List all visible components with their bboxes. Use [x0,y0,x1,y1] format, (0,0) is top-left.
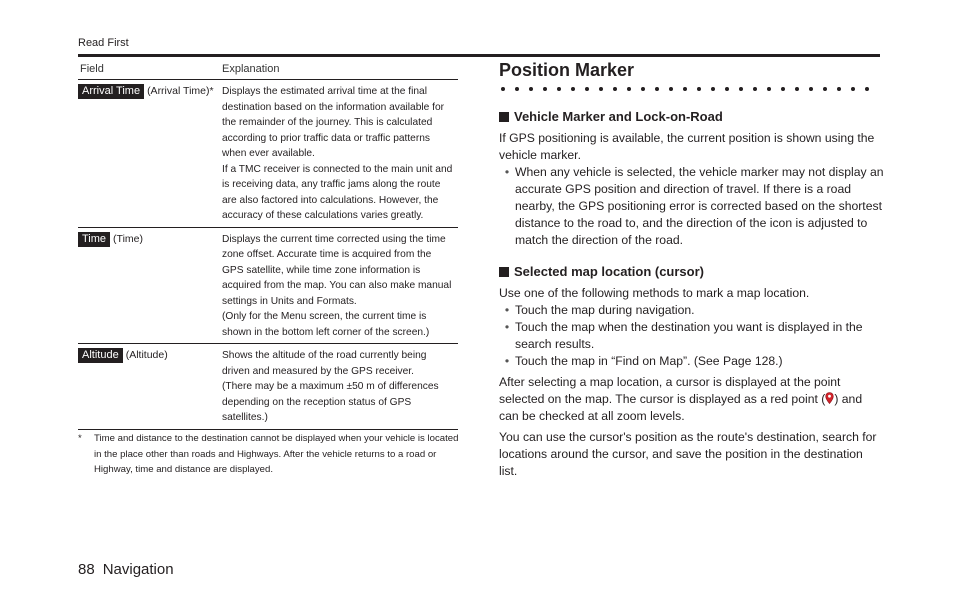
explanation-text: Displays the estimated arrival time at the final destination based on the information available for the remainder of the journey. This is calculated according to prior traffic data or traffic patterns when ever available. [222,86,445,159]
table-row [78,228,458,345]
bullet-icon: • [504,354,510,368]
section-body [499,108,884,480]
field-cell [78,84,222,224]
altitude-chip: Altitude [78,348,123,363]
footer-section-name: Navigation [102,561,174,578]
bullet-icon: • [504,303,510,317]
footnote [78,431,460,478]
paragraph-text: ) and can be checked at all zoom levels. [499,392,863,423]
list-item [499,302,884,319]
subheading-text: Vehicle Marker and Lock-on-Road [514,109,723,124]
table-row [78,80,458,228]
field-cell [78,232,222,341]
explanation-cell [222,232,458,341]
explanation-cell [222,84,458,224]
paragraph: If GPS positioning is available, the current position is shown using the vehicle marker. [499,131,875,162]
list-item-text: Touch the map when the destination you want is displayed in the search results. [515,320,863,351]
list-item-text: When any vehicle is selected, the vehicle marker may not display an accurate GPS position and direction of travel. If there is a road nearby, the GPS positioning error is corrected based on the shortest distance to the road to, and the direction of the icon is adjusted to match the direction of the road. [515,165,884,247]
arrival-time-chip: Arrival Time [78,84,144,99]
list-item [499,353,884,370]
explanation-text: Shows the altitude of the road currently being driven and measured by the GPS receiver. [222,350,427,377]
page-footer [78,561,182,578]
page-number: 88 [78,561,95,578]
list-item-text: Touch the map in “Find on Map”. (See Page 128.) [515,354,783,368]
footnote-marker: * [78,433,82,444]
table-header [78,63,458,80]
explanation-cell [222,348,458,426]
subheading-text: Selected map location (cursor) [514,264,704,279]
field-paren-label: (Time) [113,232,143,245]
section-title: Position Marker [499,60,635,80]
red-map-pin-icon [825,392,834,404]
time-chip: Time [78,232,110,247]
header-rule [78,54,880,57]
paragraph-cursor [499,374,884,425]
list-item [499,319,884,353]
field-explanation-table [78,63,458,430]
dotted-divider [500,86,880,92]
subheading-selected-map-location [499,263,884,280]
square-bullet-icon [499,267,509,277]
explanation-text: If a TMC receiver is connected to the main unit and is receiving data, any traffic jams along the route are also factored into calculations. However, the accuracy of these calculations varies greatly. [222,163,453,221]
paragraph: Use one of the following methods to mark a map location. [499,286,810,300]
bullet-icon: • [504,165,510,179]
field-paren-label: (Altitude) [125,349,168,361]
explanation-text: (Only for the Menu screen, the current time is shown in the bottom left corner of the screen.) [222,311,430,338]
bullet-icon: • [504,320,510,334]
paragraph: You can use the cursor's position as the route's destination, search for locations around the cursor, and save the position in the destination list. [499,430,877,478]
table-row [78,344,458,430]
square-bullet-icon [499,112,509,122]
subheading-vehicle-marker [499,108,884,125]
column-header-explanation: Explanation [222,63,280,75]
footnote-text: Time and distance to the destination cannot be displayed when your vehicle is located in the place other than roads and Highways. After the vehicle returns to a road or Highway, time and distance are displayed. [94,433,459,475]
field-cell [78,348,222,426]
field-paren-label: (Arrival Time)* [147,85,214,97]
column-header-field: Field [80,63,104,75]
paragraph-text: After selecting a map location, a cursor is displayed at the point selected on the map. The cursor is displayed as a red point ( [499,375,841,406]
explanation-text: Displays the current time corrected using the time zone offset. Accurate time is acquired from the GPS satellite, while time zone information is acquired from the map. You can also make manual settings in Units and Formats. [222,233,452,307]
list-item-text: Touch the map during navigation. [515,303,695,317]
list-item [499,164,884,249]
running-header: Read First [78,37,129,49]
explanation-text: (There may be a maximum ±50 m of differences depending on the reception status of GPS satellites.) [222,381,439,423]
